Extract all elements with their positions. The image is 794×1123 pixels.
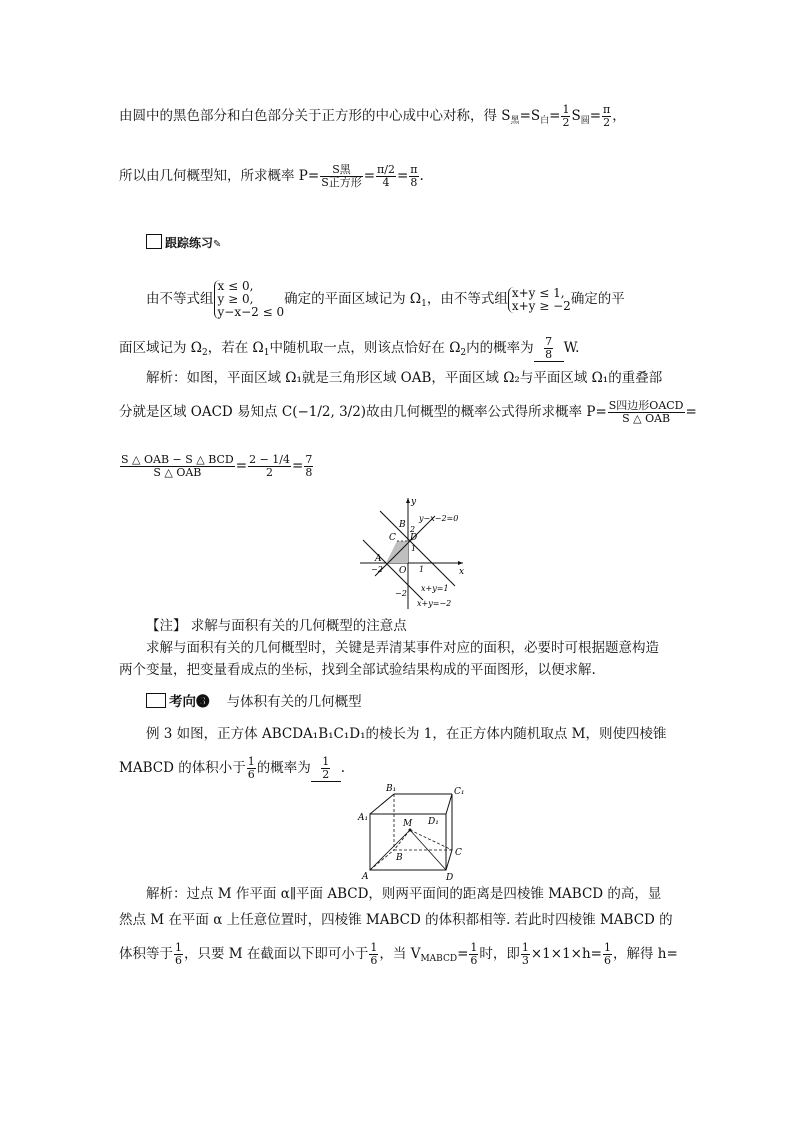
fraction: $\frac{\text{S四边形OACD}}{\text{S △ OAB}}$ bbox=[608, 399, 684, 425]
fraction: $\frac{1}{2}$ bbox=[562, 103, 570, 129]
inequality-system-1: x ≤ 0, y ≥ 0, y−x−2 ≤ 0 bbox=[214, 280, 285, 319]
question-line2: 面区域记为 $\Omega_2$，若在 $\Omega_1$中随机取一点，则该点恰好在 $\Omega_2$内的概率为 $\frac{7}{8}$ W. bbox=[119, 335, 580, 361]
fraction: $\frac{\pi/2}{4}$ bbox=[377, 163, 395, 189]
tick-y-1: 1 bbox=[411, 544, 417, 553]
fraction: $\frac{1}{6}$ bbox=[175, 941, 182, 967]
label-line3: x+y=−2 bbox=[417, 599, 452, 608]
fraction: $\frac{1}{6}$ bbox=[604, 941, 611, 967]
question-line1: 由不等式组 x ≤ 0, y ≥ 0, y−x−2 ≤ 0 确定的平面区域记为 $\Omega_1$，由不等式组 x+y ≤ 1, x+y ≥ −2 确定的平 bbox=[146, 279, 625, 319]
follow-practice-heading: 跟踪练习✎ bbox=[146, 234, 221, 251]
inequality-system-2: x+y ≤ 1, x+y ≥ −2 bbox=[508, 287, 571, 313]
fraction: $\frac{\pi}{8}$ bbox=[410, 163, 418, 189]
answer-blank: $\frac{1}{2}$ bbox=[311, 756, 341, 782]
label-m: M bbox=[403, 819, 413, 829]
tick-y-2: 2 bbox=[410, 525, 416, 534]
para-symmetry: 由圆中的黑色部分和白色部分关于正方形的中心成中心对称，得 $S_黑=S_白=$ $\frac{1}{2}$ $S_圆=$ $\frac{\pi}{2}$ ， bbox=[119, 103, 626, 129]
label-a: A bbox=[362, 872, 369, 882]
example3-line2: MABCD 的体积小于 $\frac{1}{6}$ 的概率为 $\frac{1}{2}$ . bbox=[119, 755, 345, 781]
shaded-region bbox=[386, 541, 408, 563]
region-graph bbox=[355, 494, 470, 612]
label-a1: A₁ bbox=[358, 813, 369, 823]
feet-icon: ✎ bbox=[213, 239, 222, 250]
solution-line2: 分就是区域 OACD 易知点 C(−1/2, 3/2)故由几何概型的概率公式得所求概率 P= $\frac{\text{S四边形OACD}}{\text{S △ OAB}}$ = bbox=[119, 399, 697, 425]
fraction: $\frac{1}{6}$ bbox=[470, 941, 478, 967]
y-axis-arrow bbox=[406, 498, 410, 503]
note-title: 【注】 求解与面积有关的几何概型的注意点 bbox=[146, 618, 407, 634]
note-line1: 求解与面积有关的几何概型时，关键是弄清某事件对应的面积，必要时可根据题意构造 bbox=[146, 640, 659, 656]
section-heading: 考向❸ 与体积有关的几何概型 bbox=[146, 692, 362, 712]
point-d-label: D bbox=[410, 533, 418, 543]
label-c: C bbox=[455, 848, 462, 858]
label-line1: y−x−2=0 bbox=[419, 514, 459, 523]
label-b: B bbox=[396, 853, 403, 863]
fraction: $\frac{1}{6}$ bbox=[247, 755, 255, 781]
edge-a1b1 bbox=[370, 794, 394, 814]
edge-ab bbox=[370, 850, 394, 870]
tick-y-m2: −2 bbox=[395, 589, 407, 598]
fraction: $\frac{1}{3}$ bbox=[521, 941, 529, 967]
fraction: $\frac{1}{6}$ bbox=[370, 941, 378, 967]
fraction: $\frac{2 - 1/4}{2}$ bbox=[249, 453, 290, 479]
label-c1: C₁ bbox=[454, 787, 465, 797]
edge-d1c1 bbox=[446, 794, 452, 814]
solution3-line3: 体积等于 $\frac{1}{6}$ ，只要 M 在截面以下即可小于 $\frac{1}{6}$ ，当 $V_{MABCD}=$ $\frac{1}{6}$ 时，即 $\frac{1}{3}$ ×1×1×h= $\frac{1}{6}$ ，解得 h= bbox=[119, 941, 678, 967]
x-axis-arrow bbox=[458, 561, 463, 565]
point-b-label: B bbox=[399, 520, 406, 530]
x-label: x bbox=[459, 567, 465, 577]
solution-line1: 解析：如图，平面区域 Ω₁就是三角形区域 OAB，平面区域 Ω₂与平面区域 Ω₁的重叠部 bbox=[146, 370, 663, 386]
fraction: $\frac{\text{S黑}}{\text{S正方形}}$ bbox=[321, 163, 362, 189]
label-b1: B₁ bbox=[386, 784, 397, 794]
label-line2: x+y=1 bbox=[421, 584, 449, 593]
label-d: D bbox=[446, 873, 454, 882]
pencil-icon bbox=[146, 234, 162, 249]
label-d1: D₁ bbox=[428, 817, 439, 827]
y-label: y bbox=[411, 497, 417, 507]
point-c-label: C bbox=[389, 533, 396, 543]
edge-mb bbox=[394, 830, 410, 850]
answer-blank: $\frac{7}{8}$ bbox=[534, 336, 564, 362]
origin-label: O bbox=[399, 566, 407, 576]
point-a-label: A bbox=[375, 554, 382, 564]
solution-line3: $\frac{\text{S △ OAB − S △ BCD}}{\text{S △ OAB}}$ = $\frac{2 - 1/4}{2}$ = $\frac{7}{8}$ bbox=[121, 453, 313, 479]
fraction: $\frac{\pi}{2}$ bbox=[603, 103, 611, 129]
edge-dc bbox=[446, 850, 452, 870]
trend-icon bbox=[146, 693, 166, 708]
cube-figure bbox=[350, 782, 475, 882]
tick-x-1: 1 bbox=[419, 565, 425, 574]
note-line2: 两个变量，把变量看成点的坐标，找到全部试验结果构成的平面图形，以便求解. bbox=[119, 662, 596, 678]
para-probability: 所以由几何概型知，所求概率 P= $\frac{\text{S黑}}{\text{S正方形}}$ = $\frac{\pi/2}{4}$ = $\frac{\pi}{8}$ . bbox=[119, 163, 424, 189]
solution3-line2: 然点 M 在平面 α 上任意位置时，四棱锥 MABCD 的体积都相等. 若此时四棱锥 MABCD 的 bbox=[119, 912, 673, 928]
solution3-line1: 解析：过点 M 作平面 α∥平面 ABCD，则两平面间的距离是四棱锥 MABCD 的高，显 bbox=[146, 886, 662, 902]
tick-x-m2: −2 bbox=[371, 565, 383, 574]
fraction: $\frac{\text{S △ OAB − S △ BCD}}{\text{S △ OAB}}$ bbox=[121, 453, 234, 479]
example3-line1: 例 3 如图，正方体 ABCDA₁B₁C₁D₁的棱长为 1，在正方体内随机取点 M，则使四棱锥 bbox=[146, 726, 667, 742]
fraction: $\frac{7}{8}$ bbox=[305, 453, 313, 479]
